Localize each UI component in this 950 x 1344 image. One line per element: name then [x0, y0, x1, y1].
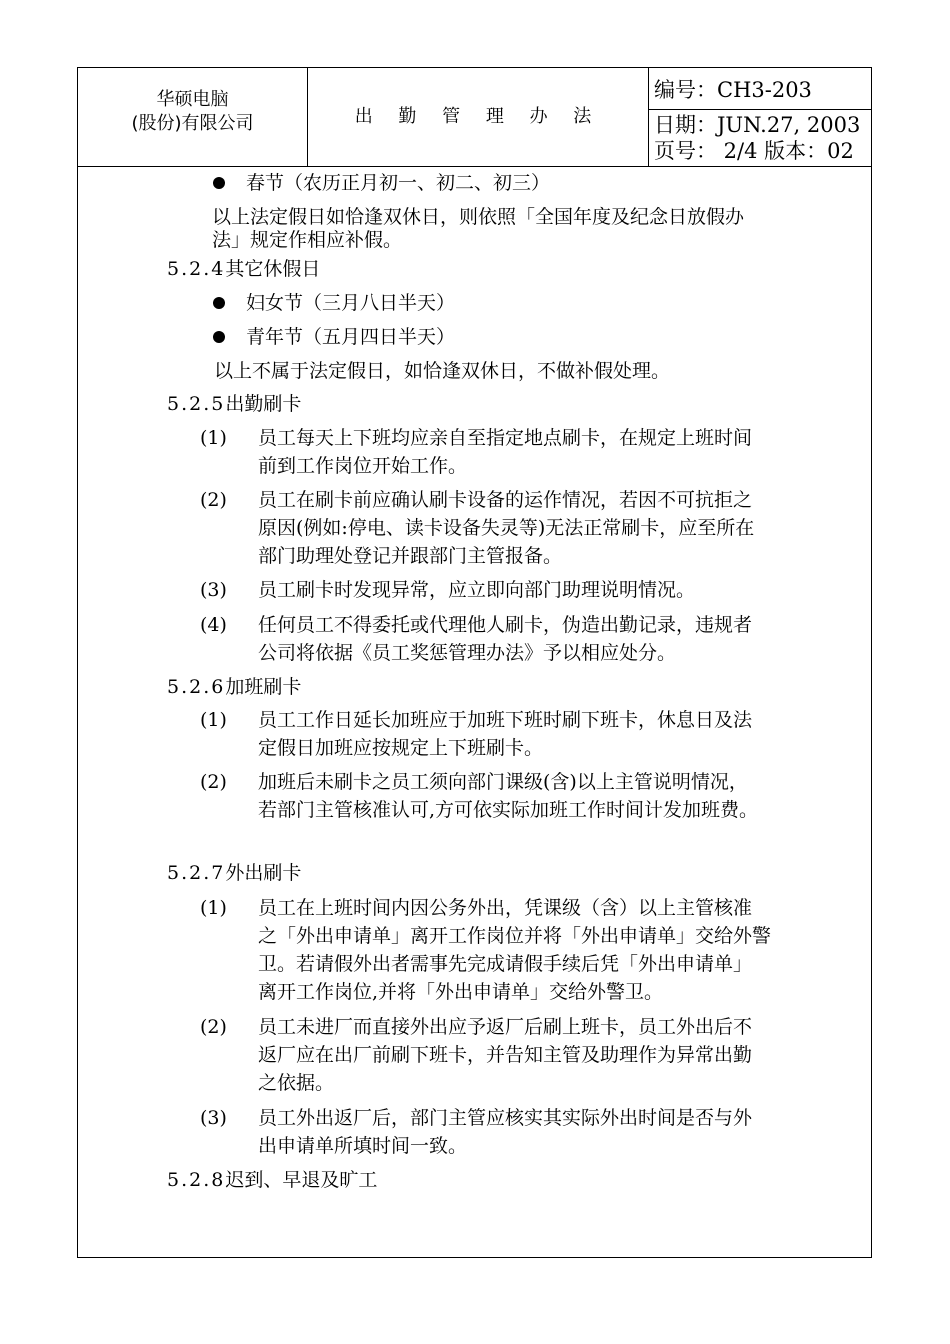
item-number: (1) — [200, 427, 227, 449]
section-title: 其它休假日 — [225, 258, 321, 280]
item-line: 员工在上班时间内因公务外出，凭课级（含）以上主管核准 — [258, 897, 753, 919]
document-title: 出 勤 管 理 办 法 — [354, 106, 602, 127]
holiday-note-line1: 以上法定假日如恰逢双休日，则依照「全国年度及纪念日放假办 — [212, 206, 745, 228]
section-5-2-4 — [167, 256, 320, 282]
bullet-icon — [213, 331, 225, 343]
item-line: 之「外出申请单」离开工作岗位并将「外出申请单」交给外警 — [258, 925, 772, 947]
item-number: (2) — [200, 1016, 227, 1038]
item-line: 员工工作日延长加班应于加班下班时刷下班卡，休息日及法 — [258, 709, 753, 731]
bullet-womens-day: 妇女节（三月八日半天） — [246, 292, 456, 314]
page-and-version: 页号： 2/4 版本：02 — [654, 139, 854, 163]
header-divider-right — [648, 67, 649, 167]
section-5-2-6 — [167, 674, 301, 700]
item-number: (3) — [200, 579, 227, 601]
header-meta-rule — [648, 109, 872, 110]
item-line: 部门助理处登记并跟部门主管报备。 — [258, 545, 563, 567]
section-5-2-8 — [167, 1167, 377, 1193]
section-5-2-7 — [167, 860, 301, 886]
section-title: 迟到、早退及旷工 — [225, 1169, 378, 1191]
item-line: 加班后未刷卡之员工须向部门课级(含)以上主管说明情况， — [258, 771, 748, 793]
item-number: (2) — [200, 489, 227, 511]
item-line: 返厂应在出厂前刷下班卡，并告知主管及助理作为异常出勤 — [258, 1044, 753, 1066]
section-number: 5.2.8 — [167, 1169, 226, 1191]
section-title: 加班刷卡 — [225, 676, 302, 698]
item-line: 公司将依据《员工奖惩管理办法》予以相应处分。 — [258, 642, 677, 664]
company-name-line1: 华硕电脑 — [156, 89, 229, 110]
item-line: 出申请单所填时间一致。 — [258, 1135, 468, 1157]
item-line: 员工刷卡时发现异常，应立即向部门助理说明情况。 — [258, 579, 696, 601]
section-5-2-5 — [167, 391, 301, 417]
item-line: 离开工作岗位,并将「外出申请单」交给外警卫。 — [258, 981, 664, 1003]
company-name — [78, 88, 307, 136]
item-line: 任何员工不得委托或代理他人刷卡，伪造出勤记录，违规者 — [258, 614, 753, 636]
document-date: 日期：JUN.27, 2003 — [654, 113, 861, 137]
bullet-youth-day: 青年节（五月四日半天） — [246, 326, 456, 348]
section-title: 出勤刷卡 — [225, 393, 302, 415]
item-number: (4) — [200, 614, 227, 636]
item-line: 定假日加班应按规定上下班刷卡。 — [258, 737, 544, 759]
other-holiday-note: 以上不属于法定假日，如恰逢双休日，不做补假处理。 — [214, 360, 671, 382]
bullet-icon — [213, 177, 225, 189]
item-line: 之依据。 — [258, 1072, 335, 1094]
section-number: 5.2.6 — [167, 676, 226, 698]
item-line: 员工外出返厂后，部门主管应核实其实际外出时间是否与外 — [258, 1107, 753, 1129]
company-name-line2: (股份)有限公司 — [131, 113, 254, 134]
header-bottom-rule — [77, 166, 872, 167]
item-line: 原因(例如:停电、读卡设备失灵等)无法正常刷卡，应至所在 — [258, 517, 755, 539]
item-line: 卫。若请假外出者需事先完成请假手续后凭「外出申请单」 — [258, 953, 753, 975]
item-line: 员工在刷卡前应确认刷卡设备的运作情况，若因不可抗拒之 — [258, 489, 753, 511]
item-line: 若部门主管核准认可,方可依实际加班工作时间计发加班费。 — [258, 799, 759, 821]
item-line: 员工未进厂而直接外出应予返厂后刷上班卡，员工外出后不 — [258, 1016, 753, 1038]
section-number: 5.2.4 — [167, 258, 226, 280]
item-number: (3) — [200, 1107, 227, 1129]
item-number: (2) — [200, 771, 227, 793]
section-title: 外出刷卡 — [225, 862, 302, 884]
item-number: (1) — [200, 709, 227, 731]
section-number: 5.2.7 — [167, 862, 226, 884]
document-number: 编号：CH3-203 — [654, 78, 812, 102]
item-number: (1) — [200, 897, 227, 919]
holiday-note-line2: 法」规定作相应补假。 — [212, 229, 403, 251]
item-line: 前到工作岗位开始工作。 — [258, 455, 468, 477]
item-line: 员工每天上下班均应亲自至指定地点刷卡，在规定上班时间 — [258, 427, 753, 449]
bullet-icon — [213, 297, 225, 309]
bullet-spring-festival: 春节（农历正月初一、初二、初三） — [246, 172, 551, 194]
section-number: 5.2.5 — [167, 393, 226, 415]
